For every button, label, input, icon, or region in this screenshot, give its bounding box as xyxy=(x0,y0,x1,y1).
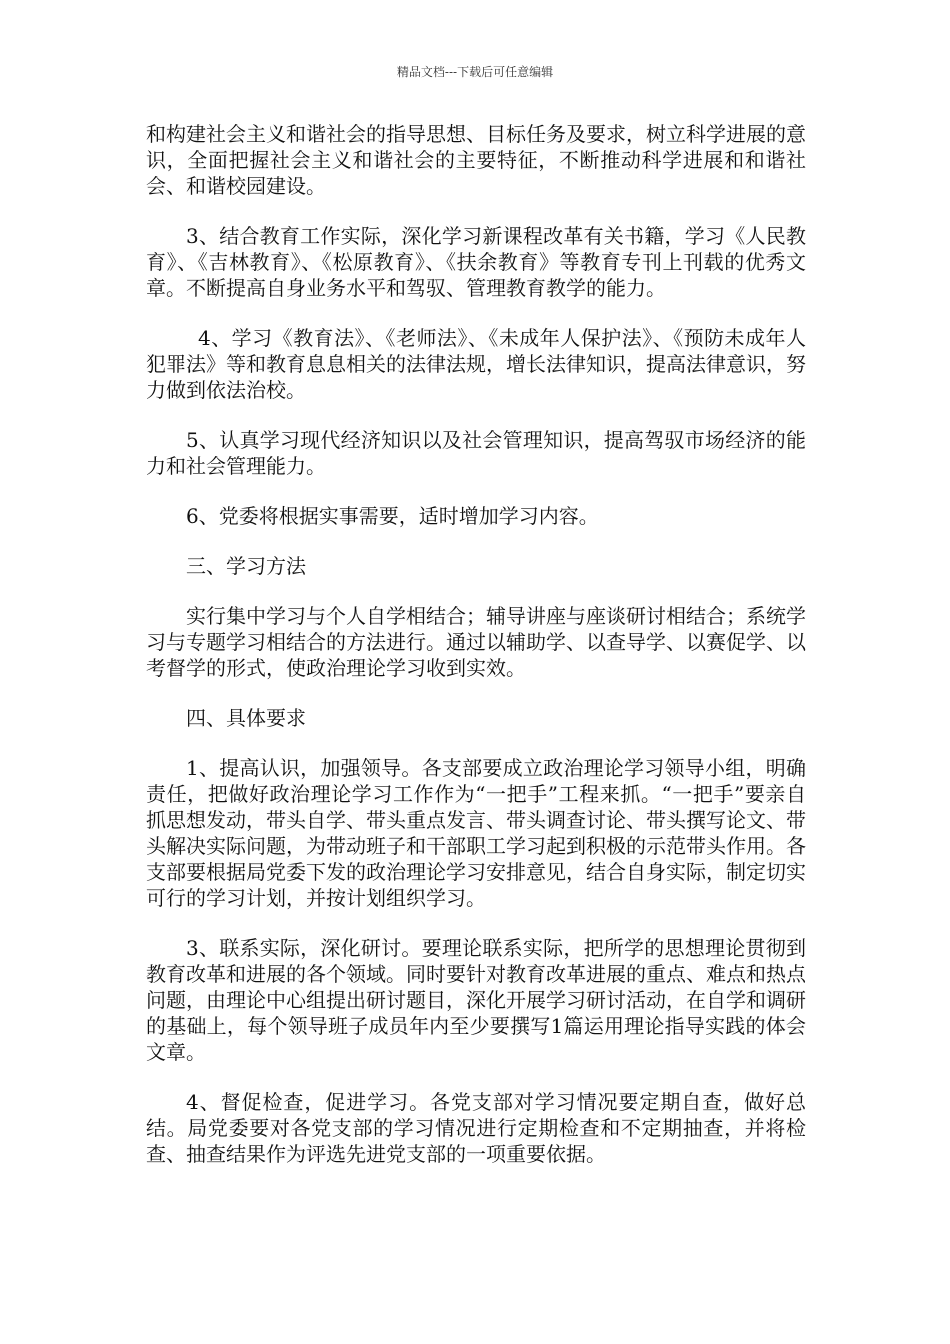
section-heading-study-methods: 三、学习方法 xyxy=(186,554,306,578)
paragraph-item-5-economics: 5、认真学习现代经济知识以及社会管理知识，提高驾驭市场经济的能力和社会管理能力。 xyxy=(146,428,806,478)
paragraph-requirement-4-inspection: 4、督促检查，促进学习。各党支部对学习情况要定期自查，做好总结。局党委要对各党支部的学习情况进行定期检查和不定期抽查，并将检查、抽查结果作为评选先进党支部的一项重要依据。 xyxy=(146,1090,806,1166)
paragraph-item-6-additional-content: 6、党委将根据实事需要，适时增加学习内容。 xyxy=(186,504,599,528)
section-heading-requirements: 四、具体要求 xyxy=(186,706,306,730)
paragraph-item-4-study-laws: 4、学习《教育法》、《老师法》、《未成年人保护法》、《预防未成年人犯罪法》等和教育息息相关的法律法规，增长法律知识，提高法律意识，努力做到依法治校。 xyxy=(146,326,806,402)
paragraph-continuation: 和构建社会主义和谐社会的指导思想、目标任务及要求，树立科学进展的意识，全面把握社会主义和谐社会的主要特征，不断推动科学进展和和谐社会、和谐校园建设。 xyxy=(146,122,806,198)
paragraph-requirement-3-research: 3、联系实际，深化研讨。要理论联系实际，把所学的思想理论贯彻到教育改革和进展的各个领域。同时要针对教育改革进展的重点、难点和热点问题，由理论中心组提出研讨题目，深化开展学习研讨活动，在自学和调研的基础上，每个领导班子成员年内至少要撰写1篇运用理论指导实践的体会文章。 xyxy=(146,936,806,1064)
document-body xyxy=(146,121,806,1191)
paragraph-study-methods: 实行集中学习与个人自学相结合；辅导讲座与座谈研讨相结合；系统学习与专题学习相结合的方法进行。通过以辅助学、以查导学、以赛促学、以考督学的形式，使政治理论学习收到实效。 xyxy=(146,604,806,680)
page-header: 精品文档---下载后可任意编辑 xyxy=(396,65,554,79)
paragraph-requirement-1-leadership: 1、提高认识，加强领导。各支部要成立政治理论学习领导小组，明确责任，把做好政治理论学习工作作为“一把手”工程来抓。“一把手”要亲自抓思想发动，带头自学、带头重点发言、带头调查讨论、带头撰写论文、带头解决实际问题，为带动班子和干部职工学习起到积极的示范带头作用。各支部要根据局党委下发的政治理论学习安排意见，结合自身实际，制定切实可行的学习计划，并按计划组织学习。 xyxy=(146,756,806,910)
paragraph-item-3-study-books: 3、结合教育工作实际，深化学习新课程改革有关书籍，学习《人民教育》、《吉林教育》、《松原教育》、《扶余教育》等教育专刊上刊载的优秀文章。不断提高自身业务水平和驾驭、管理教育教学的能力。 xyxy=(146,224,806,300)
